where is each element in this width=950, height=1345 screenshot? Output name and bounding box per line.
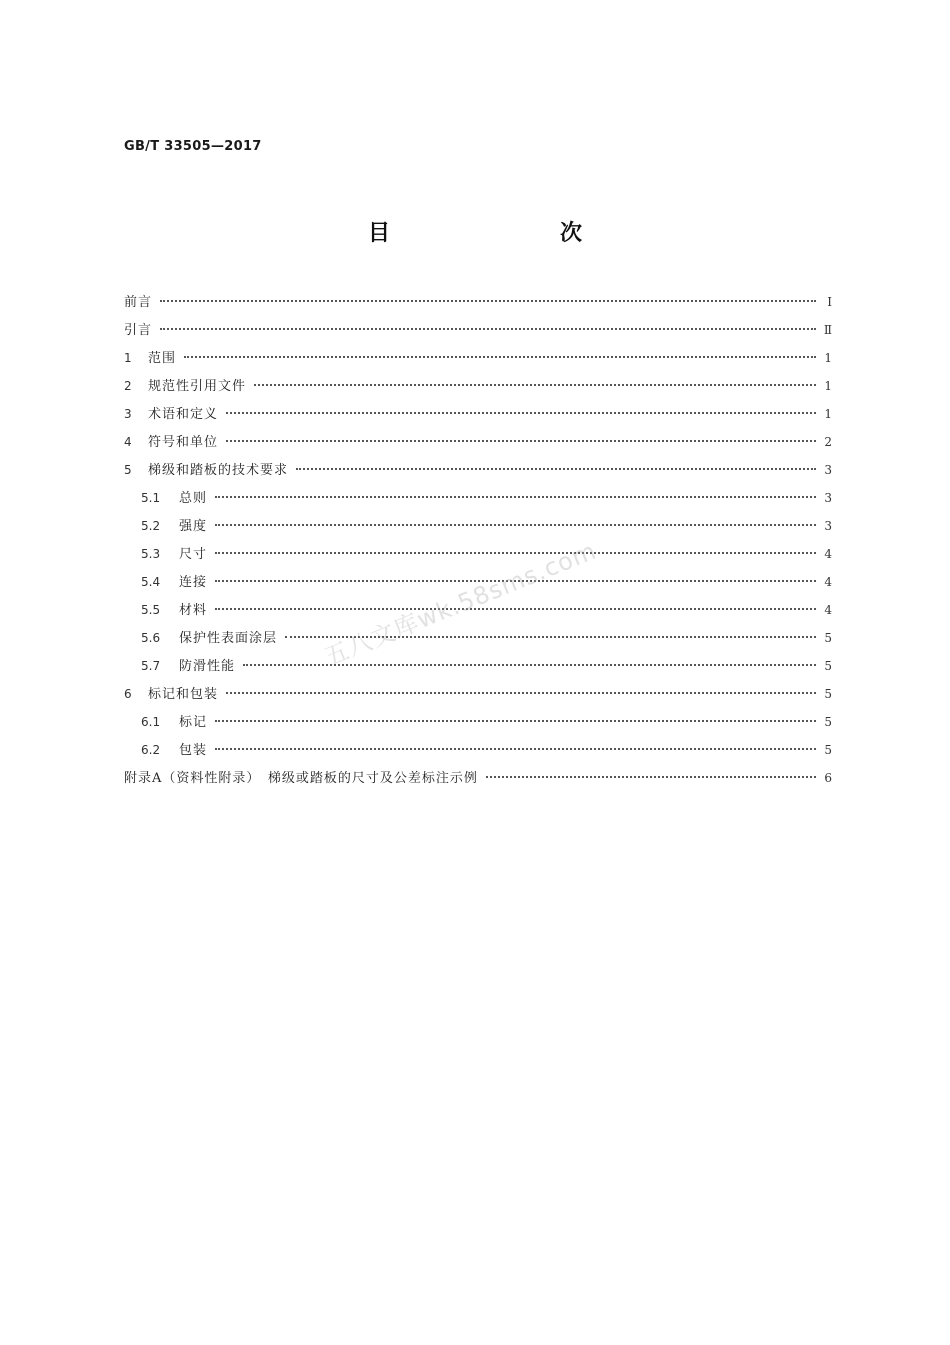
leader-dots [226, 412, 816, 414]
toc-entry-2[interactable] [124, 372, 832, 400]
toc-entry-label: 材料 [179, 603, 208, 618]
toc-entry-foreword[interactable] [124, 288, 832, 316]
toc-entry-number: 5.5 [141, 603, 161, 617]
leader-dots [486, 776, 816, 778]
toc-entry-number: 3 [124, 407, 132, 421]
leader-dots [226, 440, 816, 442]
toc-entry-5-2[interactable] [124, 512, 832, 540]
toc-entry-page: 1 [824, 407, 832, 421]
toc-entry-number: 5.3 [141, 547, 161, 561]
toc-entry-label: 包装 [179, 743, 208, 758]
toc-entry-label: 强度 [179, 519, 208, 534]
toc-entry-page: 5 [824, 631, 832, 645]
toc-entry-label: 范围 [148, 351, 177, 366]
toc-entry-label: 标记 [179, 715, 208, 730]
toc-entry-number: 5.4 [141, 575, 161, 589]
toc-entry-5-7[interactable] [124, 652, 832, 680]
toc-entry-label: 术语和定义 [148, 407, 219, 422]
leader-dots [215, 496, 816, 498]
leader-dots [215, 524, 816, 526]
standard-code: GB/T 33505—2017 [124, 139, 262, 154]
toc-entry-1[interactable] [124, 344, 832, 372]
toc-entry-label: 引言 [124, 323, 153, 338]
toc-entry-label: 连接 [179, 575, 208, 590]
toc-entry-label: 标记和包装 [148, 687, 219, 702]
toc-entry-page: 4 [824, 547, 832, 561]
toc-entry-5-6[interactable] [124, 624, 832, 652]
toc-entry-number: 6.1 [141, 715, 161, 729]
toc-entry-5-3[interactable] [124, 540, 832, 568]
toc-entry-label: 总则 [179, 491, 208, 506]
toc-entry-page: 4 [824, 603, 832, 617]
toc-entry-page: 1 [824, 351, 832, 365]
toc-entry-6-1[interactable] [124, 708, 832, 736]
toc-entry-page: 3 [824, 491, 832, 505]
leader-dots [215, 720, 816, 722]
toc-entry-page: 6 [824, 771, 832, 785]
leader-dots [254, 384, 816, 386]
toc-entry-label: 梯级和踏板的技术要求 [148, 463, 289, 478]
toc-entry-number: 1 [124, 351, 132, 365]
toc-entry-page: 5 [824, 687, 832, 701]
toc-entry-page: 4 [824, 575, 832, 589]
toc-entry-number: 6.2 [141, 743, 161, 757]
toc-entry-page: Ⅱ [823, 323, 832, 337]
leader-dots [160, 328, 816, 330]
toc-entry-3[interactable] [124, 400, 832, 428]
toc-entry-number: 6 [124, 687, 132, 701]
toc-entry-page: 3 [824, 463, 832, 477]
toc-entry-page: 3 [824, 519, 832, 533]
toc-entry-page: 2 [824, 435, 832, 449]
leader-dots [215, 608, 816, 610]
toc-entry-page: 1 [824, 379, 832, 393]
leader-dots [296, 468, 816, 470]
toc-entry-label: 尺寸 [179, 547, 208, 562]
toc-entry-label: 附录A（资料性附录） 梯级或踏板的尺寸及公差标注示例 [124, 771, 478, 786]
toc-entry-number: 2 [124, 379, 132, 393]
toc-entry-annex-a[interactable] [124, 764, 832, 792]
toc-entry-number: 5.2 [141, 519, 161, 533]
toc-entry-number: 5 [124, 463, 132, 477]
toc-entry-6-2[interactable] [124, 736, 832, 764]
toc-entry-label: 前言 [124, 295, 153, 310]
toc-entry-label: 防滑性能 [179, 659, 236, 674]
page-title: 目 次 [367, 221, 624, 246]
toc-entry-page: 5 [824, 659, 832, 673]
toc-entry-6[interactable] [124, 680, 832, 708]
table-of-contents [124, 288, 832, 792]
toc-entry-page: 5 [824, 715, 832, 729]
toc-entry-introduction[interactable] [124, 316, 832, 344]
leader-dots [215, 748, 816, 750]
toc-entry-page: Ⅰ [827, 295, 832, 309]
toc-entry-page: 5 [824, 743, 832, 757]
toc-entry-number: 4 [124, 435, 132, 449]
toc-entry-label: 保护性表面涂层 [179, 631, 278, 646]
leader-dots [160, 300, 816, 302]
toc-entry-number: 5.6 [141, 631, 161, 645]
toc-entry-5-1[interactable] [124, 484, 832, 512]
toc-entry-number: 5.7 [141, 659, 161, 673]
toc-entry-label: 符号和单位 [148, 435, 219, 450]
toc-entry-label: 规范性引用文件 [148, 379, 247, 394]
leader-dots [215, 552, 816, 554]
leader-dots [184, 356, 816, 358]
watermark-text: 五八文库wk.58sms.com [320, 536, 601, 672]
leader-dots [226, 692, 816, 694]
toc-entry-5[interactable] [124, 456, 832, 484]
toc-entry-number: 5.1 [141, 491, 161, 505]
toc-entry-4[interactable] [124, 428, 832, 456]
